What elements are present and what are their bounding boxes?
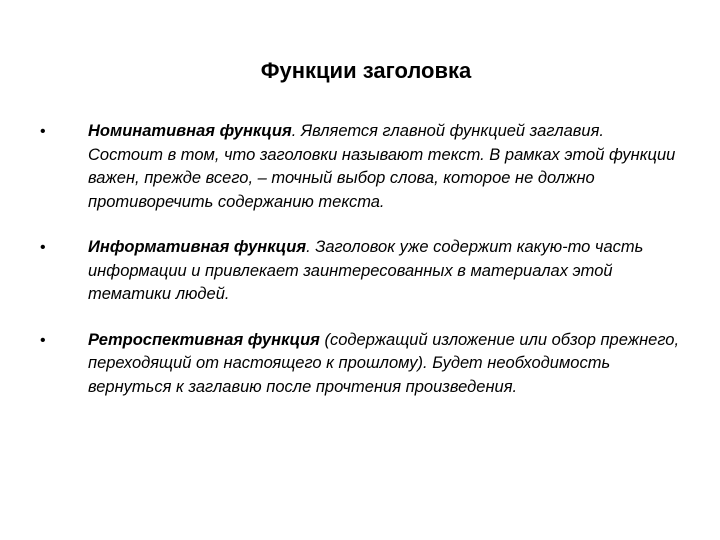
bullet-list [40, 120, 680, 399]
bullet-text: (содержащий изложение или обзор прежнего, переходящий от настоящего к прошлому). Будет необходимость вернуться к заглавию после прочтения произведения. [88, 330, 680, 396]
bullet-marker: • [40, 239, 46, 256]
bullet-term: Номинативная функция [88, 122, 292, 140]
bullet-term: Информативная функция [88, 238, 307, 256]
bullet-marker: • [40, 331, 46, 349]
slide-title: Функции заголовка [260, 58, 472, 83]
bullet-text: . Является главной функцией заглавия. Состоит в том, что заголовки называют текст. В рамках этой функции важен, прежде всего, – точный выбор слова, которое не должно противоречить содержанию текста. [88, 122, 676, 211]
bullet-item-informative [40, 236, 680, 307]
bullet-term: Ретроспективная функция [88, 330, 320, 349]
bullet-item-nominative [40, 120, 680, 214]
bullet-item-retrospective [40, 329, 680, 400]
bullet-text: . Заголовок уже содержит какую-то часть информации и привлекает заинтересованных в материалах этой тематики людей. [88, 238, 644, 303]
bullet-marker: • [40, 123, 46, 140]
